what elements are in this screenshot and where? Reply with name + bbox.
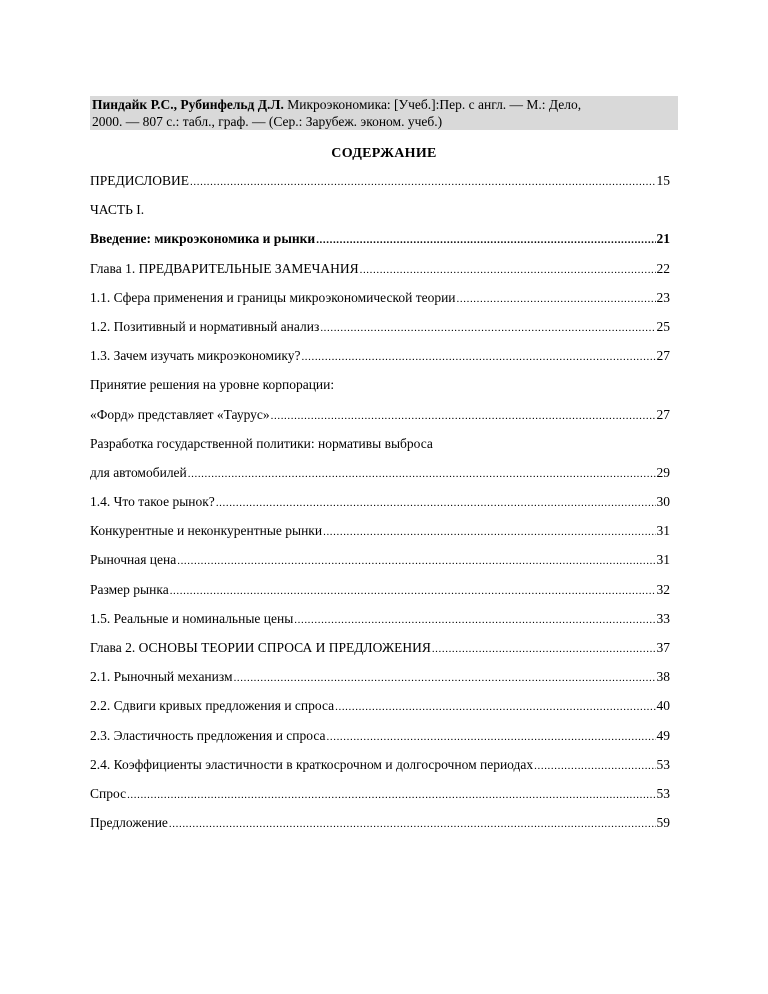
dot-leader: [127, 789, 655, 801]
bibliography-title: Микроэкономика: [Учеб.]:Пер. с англ. — М.: Дело,: [283, 97, 582, 112]
toc-entry-label: Глава 2. ОСНОВЫ ТЕОРИИ СПРОСА И ПРЕДЛОЖЕНИЯ: [90, 640, 431, 655]
dot-leader: [360, 264, 656, 276]
toc-entry-label: Спрос: [90, 785, 127, 801]
toc-entry-label: 1.4. Что такое рынок?: [90, 494, 215, 510]
bibliography-line-2: 2000. — 807 с.: табл., граф. — (Сер.: Зарубеж. эконом. учеб.): [92, 114, 443, 129]
toc-entry-page-number: 27: [656, 348, 670, 364]
toc-entry-page-number: 15: [656, 173, 670, 188]
dot-leader: [534, 760, 655, 772]
dot-leader: [190, 176, 655, 188]
toc-entry: [90, 582, 670, 611]
dot-leader: [177, 555, 655, 567]
toc-entry-page-number: 33: [656, 610, 670, 626]
toc-entry-page-number: 27: [656, 406, 670, 422]
table-of-contents: [90, 173, 670, 844]
toc-entry: [90, 669, 670, 698]
toc-entry: [90, 640, 670, 669]
toc-entry-label: 2.4. Коэффициенты эластичности в краткосрочном и долгосрочном периодах: [90, 756, 534, 772]
dot-leader: [216, 497, 656, 509]
toc-entry-page-number: 49: [656, 727, 670, 743]
toc-entry-label: Принятие решения на уровне корпорации:: [90, 377, 335, 393]
toc-entry: [90, 757, 670, 786]
toc-entry-label: 1.2. Позитивный и нормативный анализ: [90, 318, 320, 334]
toc-entry-page-number: 53: [656, 756, 670, 772]
dot-leader: [432, 643, 656, 655]
toc-entry: [90, 348, 670, 377]
toc-entry-page-number: 59: [656, 815, 670, 831]
toc-entry: [90, 494, 670, 523]
toc-entry-page-number: 22: [656, 260, 670, 276]
bibliography-line-1: [92, 96, 678, 113]
toc-entry-label: Введение: микроэкономика и рынки: [90, 231, 316, 247]
toc-title: СОДЕРЖАНИЕ: [331, 146, 437, 161]
toc-entry-page-number: 30: [656, 494, 670, 510]
toc-entry: [90, 261, 670, 290]
toc-entry: [90, 173, 670, 202]
toc-entry: [90, 698, 670, 727]
toc-entry-label: Размер рынка: [90, 581, 169, 597]
toc-entry-page-number: 31: [656, 552, 670, 568]
toc-entry: [90, 407, 670, 436]
toc-entry-page-number: 29: [656, 464, 670, 480]
toc-entry-page-number: 32: [656, 581, 670, 597]
dot-leader: [170, 585, 656, 597]
toc-entry-label: Предложение: [90, 815, 168, 831]
toc-entry-page-number: 38: [656, 669, 670, 685]
dot-leader: [323, 526, 655, 538]
dot-leader: [169, 818, 656, 830]
toc-entry-label: Разработка государственной политики: нормативы выброса: [90, 435, 433, 451]
bibliography-authors: Пиндайк Р.С., Рубинфельд Д.Л.: [92, 97, 284, 112]
toc-entry: [90, 377, 670, 406]
toc-entry-page-number: 23: [656, 289, 670, 305]
toc-entry-label: 1.5. Реальные и номинальные цены: [90, 610, 294, 626]
toc-entry: [90, 202, 670, 231]
toc-entry-page-number: 37: [656, 640, 670, 655]
toc-entry: [90, 786, 670, 815]
toc-entry-label: «Форд» представляет «Таурус»: [90, 406, 270, 422]
dot-leader: [316, 234, 655, 246]
toc-entry-label: 1.1. Сфера применения и границы микроэкономической теории: [90, 289, 456, 305]
toc-entry-page-number: 21: [656, 231, 670, 247]
toc-entry-label: 1.3. Зачем изучать микроэкономику?: [90, 348, 301, 364]
toc-entry: [90, 815, 670, 844]
toc-entry: [90, 231, 670, 260]
bibliographic-reference: [90, 96, 678, 130]
toc-entry-label: Конкурентные и неконкурентные рынки: [90, 523, 323, 539]
dot-leader: [320, 322, 655, 334]
toc-entry-label: 2.1. Рыночный механизм: [90, 669, 233, 685]
toc-entry: [90, 611, 670, 640]
dot-leader: [271, 410, 656, 422]
dot-leader: [327, 731, 656, 743]
dot-leader: [294, 614, 655, 626]
dot-leader: [335, 701, 655, 713]
toc-entry: [90, 319, 670, 348]
dot-leader: [188, 468, 656, 480]
dot-leader: [301, 351, 655, 363]
toc-entry-page-number: 53: [656, 785, 670, 801]
toc-entry: [90, 290, 670, 319]
dot-leader: [457, 293, 656, 305]
toc-entry: [90, 552, 670, 581]
toc-entry-page-number: 40: [656, 698, 670, 714]
toc-entry-label: 2.3. Эластичность предложения и спроса: [90, 727, 326, 743]
toc-entry-label: ПРЕДИСЛОВИЕ: [90, 173, 190, 188]
toc-entry: [90, 465, 670, 494]
toc-entry-label: Глава 1. ПРЕДВАРИТЕЛЬНЫЕ ЗАМЕЧАНИЯ: [90, 260, 359, 276]
dot-leader: [234, 672, 656, 684]
toc-entry-label: для автомобилей: [90, 464, 187, 480]
toc-entry: [90, 523, 670, 552]
toc-entry: [90, 436, 670, 465]
toc-entry: [90, 728, 670, 757]
toc-entry-label: Рыночная цена: [90, 552, 177, 568]
toc-entry-label: 2.2. Сдвиги кривых предложения и спроса: [90, 698, 335, 714]
toc-entry-label: ЧАСТЬ I.: [90, 202, 145, 218]
toc-entry-page-number: 31: [656, 523, 670, 539]
toc-entry-page-number: 25: [656, 318, 670, 334]
